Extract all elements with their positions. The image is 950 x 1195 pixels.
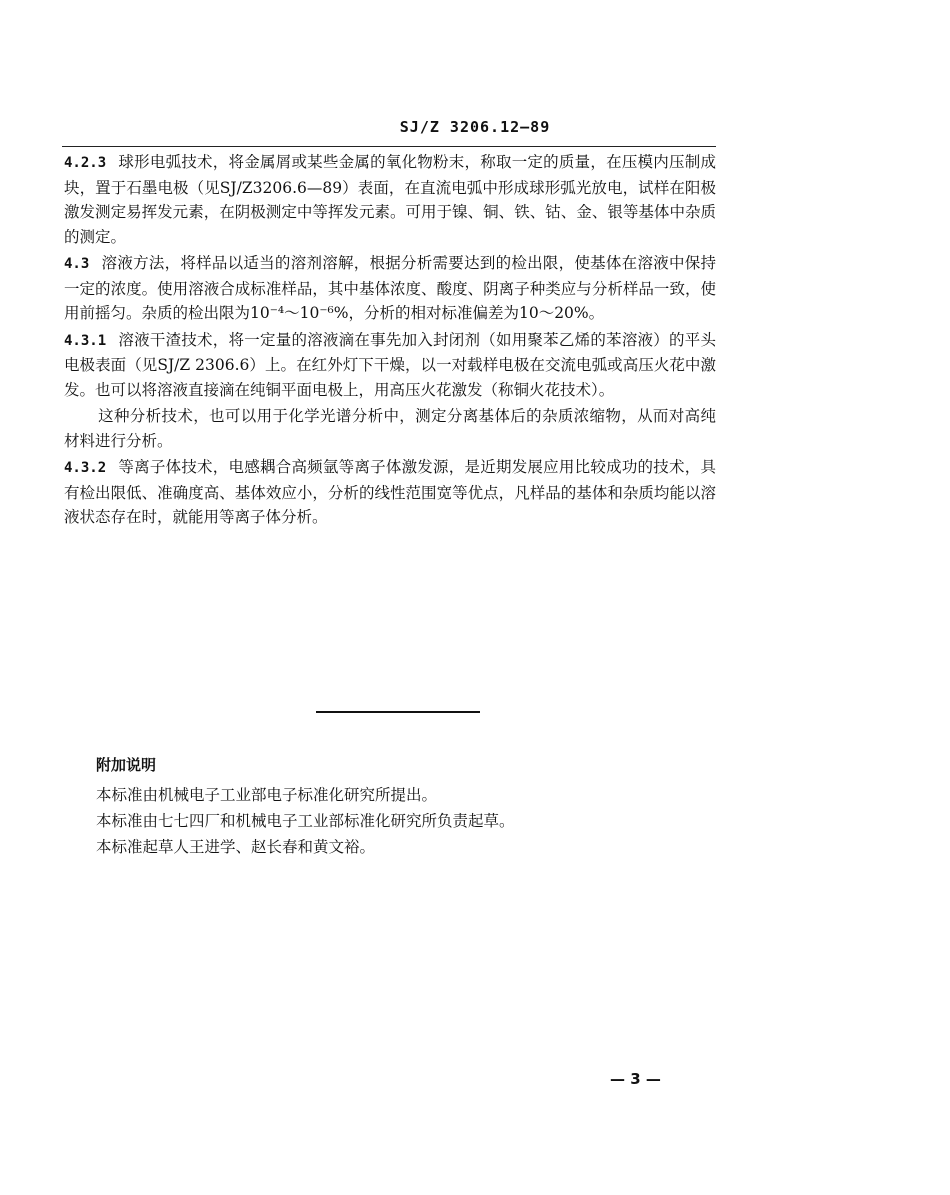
end-divider [316,711,480,713]
section-number: 4.3 [64,256,90,272]
notes-line: 本标准由机械电子工业部电子标准化研究所提出。 [96,786,438,804]
notes-line: 本标准由七七四厂和机械电子工业部标准化研究所负责起草。 [96,812,515,830]
section-text: 球形电弧技术，将金属屑或某些金属的氧化物粉末，称取一定的质量，在压模内压制成块，置于石墨电极（见SJ/Z3206.6—89）表面，在直流电弧中形成球形弧光放电，试样在阳极激发测定易挥发元素，在阴极测定中等挥发元素。可用于镍、铜、铁、钴、金、银等基体中杂质的测定。 [64,153,716,246]
main-body [64,150,716,532]
notes-line: 本标准起草人王进学、赵长春和黄文裕。 [96,838,376,856]
page-number: — 3 — [610,1070,661,1088]
section-4-2-3 [64,150,716,249]
section-number: 4.3.2 [64,460,107,476]
section-text: 这种分析技术，也可以用于化学光谱分析中，测定分离基体后的杂质浓缩物，从而对高纯材料进行分析。 [64,407,716,450]
document-code-header: SJ/Z 3206.12—89 [399,118,551,136]
section-4-3 [64,251,716,326]
section-number: 4.2.3 [64,155,107,171]
section-4-3-1-note [64,404,716,453]
section-4-3-1 [64,328,716,403]
section-text: 溶液干渣技术，将一定量的溶液滴在事先加入封闭剂（如用聚苯乙烯的苯溶液）的平头电极表面（见SJ/Z 2306.6）上。在红外灯下干燥，以一对载样电极在交流电弧或高压火花中激发。也可以将溶液直接滴在纯铜平面电极上，用高压火花激发（称铜火花技术）。 [64,330,716,399]
notes-title: 附加说明 [96,756,157,774]
additional-notes [96,752,716,860]
section-4-3-2 [64,455,716,530]
section-text: 溶液方法，将样品以适当的溶剂溶解，根据分析需要达到的检出限，使基体在溶液中保持一定的浓度。使用溶液合成标准样品，其中基体浓度、酸度、阴离子种类应与分析样品一致，使用前摇匀。杂质的检出限为10⁻⁴～10⁻⁶%，分析的相对标准偏差为10～20%。 [64,254,716,322]
section-text: 等离子体技术，电感耦合高频氩等离子体激发源，是近期发展应用比较成功的技术，具有检出限低、准确度高、基体效应小，分析的线性范围宽等优点，凡样品的基体和杂质均能以溶液状态存在时，就能用等离子体分析。 [64,458,716,526]
section-number: 4.3.1 [64,332,107,349]
header-rule [62,146,716,147]
